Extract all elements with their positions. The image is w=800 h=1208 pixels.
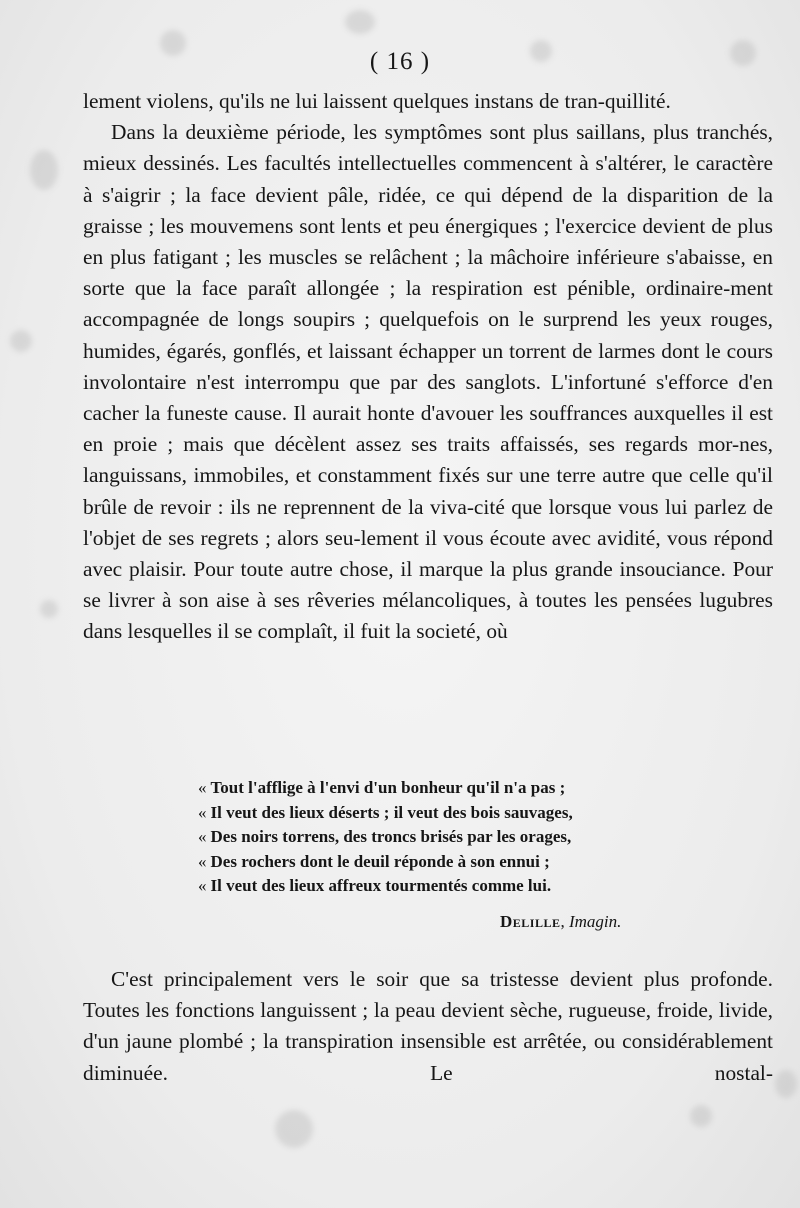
- verse-line: « Il veut des lieux déserts ; il veut des bois sauvages,: [198, 802, 573, 822]
- stain: [40, 600, 58, 618]
- stain: [10, 330, 32, 352]
- verse-line: « Des noirs torrens, des troncs brisés par les orages,: [198, 827, 572, 846]
- attribution-author: Delille: [500, 912, 561, 931]
- stain: [275, 1110, 313, 1148]
- paragraph: Dans la deuxième période, les symptômes sont plus saillans, plus tranchés, mieux dessinés. Les facultés intellectuelles commencent à s'altérer, le caractère à s'aigrir ; la face devient pâle, ridée, ce qui dépend de la disparition de la graisse ; les mouvemens sont lents et peu énergiques ; l'exercice devient de plus en plus fatigant ; les muscles se relâchent ; la mâchoire inférieure s'abaisse, en sorte que la face paraît allongée ; la respiration est pénible, ordinaire-ment accompagnée de longs soupirs ; quelquefois on le surprend les yeux rouges, humides, égarés, gonflés, et laissant échapper un torrent de larmes dont le cours involontaire n'est interrompu que par des sanglots. L'infortuné s'efforce d'en cacher la funeste cause. Il aurait honte d'avouer les souffrances auxquelles il est en proie ; mais que décèlent assez ses traits affaissés, ses regards mor-nes, languissans, immobiles, et constamment fixés sur une terre autre que celle qu'il brûle de revoir : ils ne reprennent de la viva-cité que lorsque vous lui parlez de l'objet de ses regrets ; alors seu-lement il vous écoute avec avidité, vous répond avec plaisir. Pour toute autre chose, il marque la plus grande insouciance. Pour se livrer à son aise à ses rêveries mélancoliques, à toutes les pensées lugubres dans lesquelles il se complaît, il fuit la societé, où: [83, 120, 773, 644]
- stain: [345, 10, 375, 34]
- paragraph: C'est principalement vers le soir que sa tristesse devient plus profonde. Toutes les fonctions languissent ; la peau devient sèche, rugueuse, froide, livide, d'un jaune plombé ; la transpiration insensible est arrêtée, ou considérablement diminuée. Le nostal-: [83, 967, 773, 1085]
- stain: [690, 1105, 712, 1127]
- page-number: ( 16 ): [369, 48, 431, 75]
- main-text-continued: [83, 964, 773, 1089]
- stain: [775, 1070, 797, 1098]
- main-text: [83, 86, 773, 648]
- verse-line: « Tout l'afflige à l'envi d'un bonheur qu'il n'a pas ;: [198, 778, 566, 797]
- attribution-work: Imagin.: [568, 912, 622, 931]
- verse-line: « Il veut des lieux affreux tourmentés comme lui.: [198, 876, 552, 895]
- quotation-attribution: Delille, Imagin.: [500, 912, 622, 931]
- verse-line: « Des rochers dont le deuil réponde à son ennui ;: [198, 851, 550, 871]
- paragraph-continued: lement violens, qu'ils ne lui laissent quelques instans de tran-quillité.: [83, 89, 671, 113]
- verse-quotation: [198, 776, 658, 899]
- stain: [30, 150, 58, 190]
